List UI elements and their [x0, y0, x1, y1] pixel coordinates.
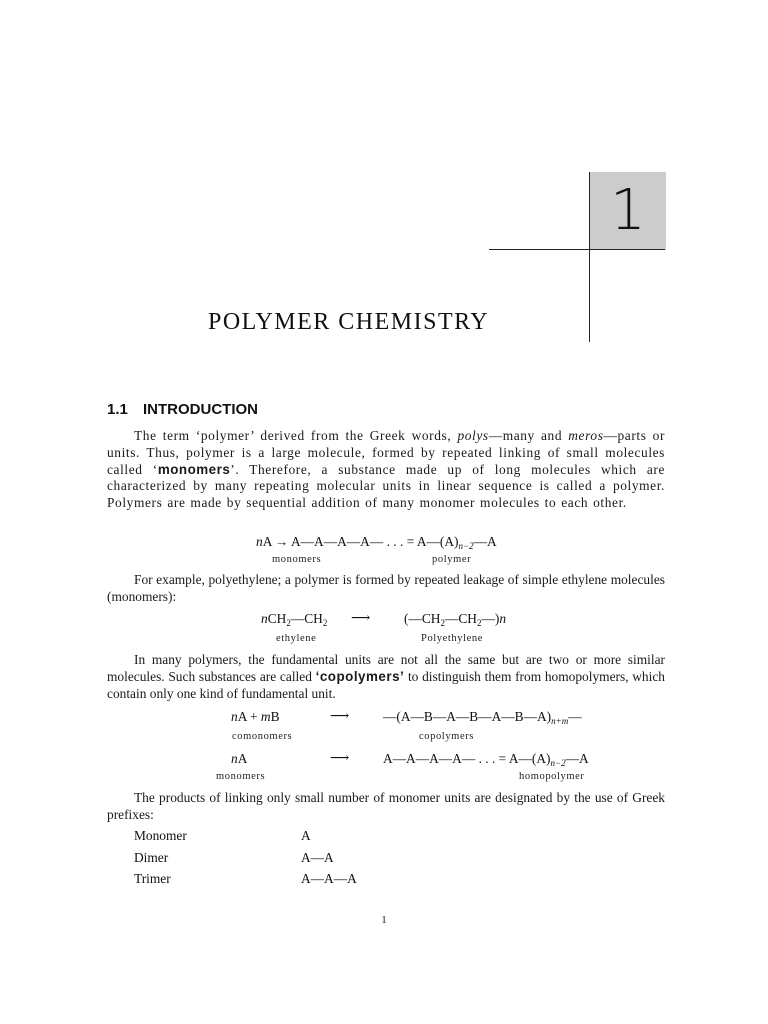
prefix-name-trimer: Trimer	[134, 871, 171, 886]
prefix-name-dimer: Dimer	[134, 850, 169, 865]
eq2-right-close: —)	[481, 611, 500, 626]
eq4-subscript: n−2	[550, 758, 566, 768]
equation-polyethylene-right	[404, 611, 506, 627]
chapter-number: 1	[610, 178, 646, 243]
eq1-chain: A → A—A—A—A— . . . = A—(A)	[262, 534, 459, 549]
equation-polymer	[256, 534, 497, 550]
eq1-n: n	[256, 534, 263, 549]
section-number: 1.1	[107, 401, 128, 418]
eq2-right-open: (—CH	[404, 611, 441, 626]
eq1-end: —A	[473, 534, 497, 549]
eq2-sub-3: 2	[440, 618, 445, 628]
eq2-ch-1: CH	[267, 611, 287, 626]
intro-text-3: —parts or units. Thus, polymer is a large molecule, formed by repeated linking of small molecules called ‘	[107, 428, 666, 477]
intro-word-meros: meros	[568, 428, 604, 443]
eq4-a: A	[237, 751, 248, 766]
eq2-right-n: n	[499, 611, 507, 626]
eq3-b: B	[270, 709, 280, 724]
eq2-arrow: ⟶	[351, 610, 371, 625]
eq2-n: n	[261, 611, 268, 626]
greek-prefix-paragraph	[107, 790, 665, 824]
eq2-sub-2: 2	[322, 618, 328, 628]
eq4-rhs: A—A—A—A— . . . = A—(A)	[383, 751, 551, 766]
copolymer-paragraph	[107, 652, 665, 702]
para3-text-2: to distinguish them from homopolymers, which contain only one kind of fundamental unit.	[107, 668, 665, 701]
intro-text-1: The term ‘polymer’ derived from the Greek words,	[134, 428, 458, 443]
section-heading	[107, 401, 258, 418]
header-vertical-rule	[589, 250, 590, 342]
header-horizontal-rule	[489, 249, 665, 250]
eq4-end: —A	[565, 751, 589, 766]
intro-paragraph	[107, 428, 665, 512]
para3-text-1: In many polymers, the fundamental units are not all the same but are two or more similar molecules. Such substances are called	[107, 652, 665, 684]
eq1-label-monomers: monomers	[272, 554, 322, 565]
equation-copolymer-right	[383, 709, 582, 725]
equation-polyethylene-left	[261, 611, 327, 627]
chapter-number-box	[589, 172, 666, 250]
eq2-sub-1: 2	[286, 618, 291, 628]
para4-text: The products of linking only small number of monomer units are designated by the use of Greek prefixes:	[107, 790, 665, 822]
intro-word-polys: polys	[457, 428, 489, 443]
eq3-label-comonomers: comonomers	[232, 731, 293, 742]
eq1-subscript: n−2	[458, 541, 474, 551]
eq2-label-ethylene: ethylene	[276, 633, 317, 644]
eq3-a: A +	[237, 709, 261, 724]
eq1-label-polymer: polymer	[432, 554, 472, 565]
prefix-formula-trimer: A—A—A	[301, 871, 357, 886]
eq3-arrow: ⟶	[330, 708, 350, 723]
polyethylene-paragraph	[107, 572, 665, 606]
prefix-formula-dimer: A—A	[301, 850, 334, 865]
intro-term-monomers: monomers	[157, 461, 231, 477]
section-title: INTRODUCTION	[143, 401, 258, 418]
equation-homopolymer-right	[383, 751, 589, 767]
prefix-name-monomer: Monomer	[134, 828, 187, 843]
para3-term-copolymers: ‘copolymers’	[315, 668, 405, 684]
eq2-bond: —	[290, 611, 305, 626]
eq2-label-polyethylene: Polyethylene	[421, 633, 484, 644]
eq4-label-homopolymer: homopolymer	[519, 771, 585, 782]
eq4-arrow: ⟶	[330, 750, 350, 765]
intro-text-2: —many and	[488, 428, 569, 443]
eq3-end: —	[568, 709, 582, 724]
eq3-m: m	[260, 709, 271, 724]
chapter-title: POLYMER CHEMISTRY	[208, 309, 490, 335]
equation-copolymer-left	[231, 709, 280, 725]
prefix-formula-monomer: A	[301, 828, 311, 843]
eq4-label-monomers: monomers	[216, 771, 266, 782]
eq4-n: n	[231, 751, 238, 766]
eq3-n: n	[231, 709, 238, 724]
para2-text: For example, polyethylene; a polymer is formed by repeated leakage of simple ethylene molecules (monomers):	[107, 572, 665, 604]
eq2-ch-2: CH	[304, 611, 323, 626]
equation-homopolymer-left	[231, 751, 247, 767]
eq3-rhs: —(A—B—A—B—A—B—A)	[383, 709, 552, 724]
eq3-subscript: n+m	[551, 716, 569, 726]
eq2-right-mid: —CH	[444, 611, 477, 626]
eq3-label-copolymers: copolymers	[419, 731, 474, 742]
eq2-sub-4: 2	[476, 618, 482, 628]
intro-text-4: ’. Therefore, a substance made up of long molecules which are characterized by many repeating molecular units in linear sequence is called a polymer. Polymers are made by sequential addition of many monomer molecules to each other.	[107, 461, 666, 511]
page-number: 1	[381, 914, 387, 926]
